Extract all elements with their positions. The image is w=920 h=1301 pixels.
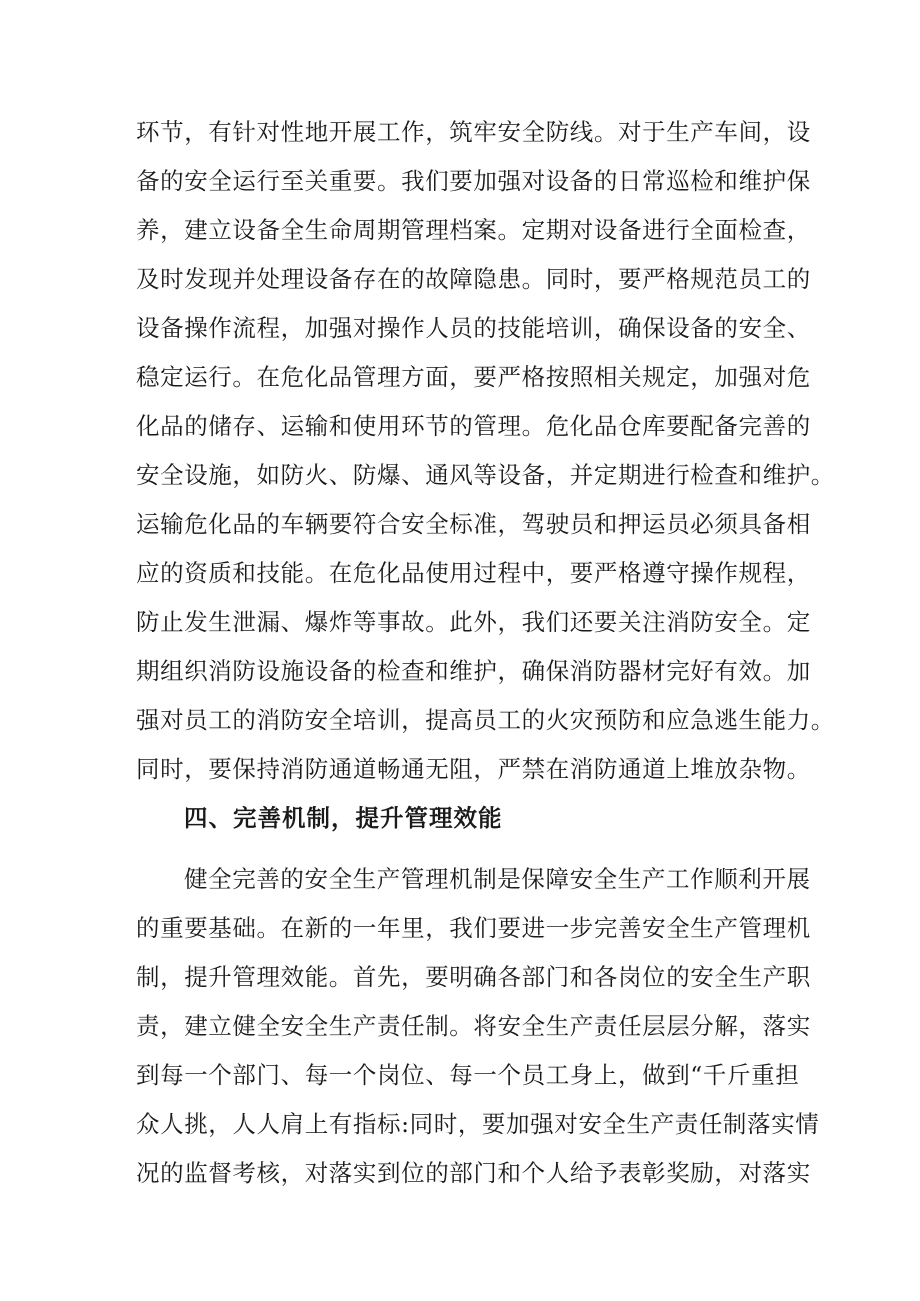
paragraph-1-line-2: 备的安全运行至关重要。我们要加强对设备的日常巡检和维护保 [136, 167, 811, 195]
paragraph-1-line-14: 同时，要保持消防通道畅通无阻，严禁在消防通道上堆放杂物。 [136, 755, 811, 783]
paragraph-2-line-5: 到每一个部门、每一个岗位、每一个员工身上，做到“千斤重担 [136, 1061, 800, 1089]
paragraph-2-line-4: 责，建立健全安全生产责任制。将安全生产责任层层分解，落实 [136, 1012, 811, 1040]
paragraph-1-line-9: 运输危化品的车辆要符合安全标准，驾驶员和押运员必须具备相 [136, 510, 811, 538]
paragraph-2-line-3: 制，提升管理效能。首先，要明确各部门和各岗位的安全生产职 [136, 963, 811, 991]
paragraph-1-line-11: 防止发生泄漏、爆炸等事故。此外，我们还要关注消防安全。定 [136, 608, 811, 636]
paragraph-1-line-6: 稳定运行。在危化品管理方面，要严格按照相关规定，加强对危 [136, 363, 811, 391]
paragraph-2-line-6: 众人挑，人人肩上有指标:同时，要加强对安全生产责任制落实情 [136, 1110, 820, 1138]
paragraph-2-line-1: 健全完善的安全生产管理机制是保障安全生产工作顺利开展 [184, 865, 811, 893]
paragraph-1-line-5: 设备操作流程，加强对操作人员的技能培训，确保设备的安全、 [136, 314, 811, 342]
section-heading: 四、完善机制，提升管理效能 [184, 804, 503, 832]
paragraph-1-line-8: 安全设施，如防火、防爆、通风等设备，并定期进行检查和维护。 [136, 461, 835, 489]
paragraph-2-line-2: 的重要基础。在新的一年里，我们要进一步完善安全生产管理机 [136, 914, 811, 942]
paragraph-1-line-7: 化品的储存、运输和使用环节的管理。危化品仓库要配备完善的 [136, 412, 811, 440]
paragraph-1-line-12: 期组织消防设施设备的检查和维护，确保消防器材完好有效。加 [136, 657, 811, 685]
paragraph-1-line-3: 养，建立设备全生命周期管理档案。定期对设备进行全面检查， [136, 216, 811, 244]
paragraph-1-line-4: 及时发现并处理设备存在的故障隐患。同时，要严格规范员工的 [136, 265, 811, 293]
paragraph-1-line-13: 强对员工的消防安全培训，提高员工的火灾预防和应急逃生能力。 [136, 706, 835, 734]
paragraph-2-line-7: 况的监督考核，对落实到位的部门和个人给予表彰奖励，对落实 [136, 1159, 811, 1187]
paragraph-1-line-1: 环节，有针对性地开展工作，筑牢安全防线。对于生产车间，设 [136, 118, 811, 146]
paragraph-1-line-10: 应的资质和技能。在危化品使用过程中，要严格遵守操作规程， [136, 559, 811, 587]
